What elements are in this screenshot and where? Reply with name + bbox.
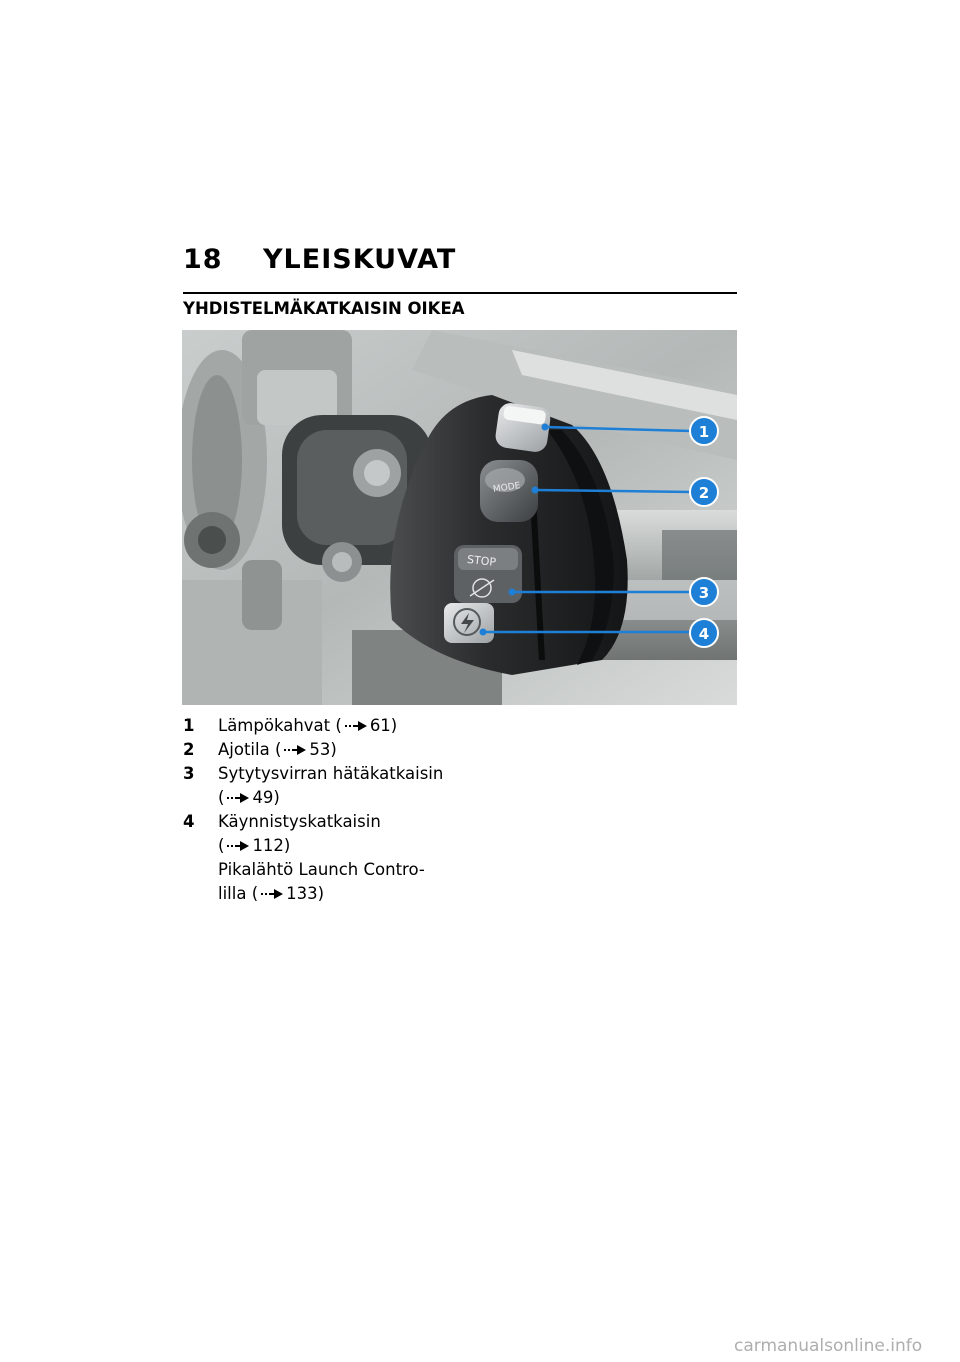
page-reference-number: 133) [286, 884, 325, 903]
page-reference-arrow-icon [284, 745, 306, 755]
page-reference-number: 61) [369, 716, 398, 735]
legend-item [183, 738, 483, 762]
legend-text: Pikalähtö Launch Contro- [218, 860, 425, 879]
page-reference-arrow-icon [345, 721, 367, 731]
legend-line [218, 882, 483, 906]
legend-text: Käynnistyskatkaisin [218, 812, 381, 831]
callout-2 [690, 478, 718, 506]
legend-text: Sytytysvirran hätäkatkaisin [218, 764, 444, 783]
legend-number: 1 [183, 716, 195, 735]
chapter-heading [183, 244, 456, 275]
legend-text: lilla [218, 884, 247, 903]
page-reference-arrow-icon [227, 841, 249, 851]
legend-line [218, 858, 483, 882]
mode-button-label: MODE [492, 481, 522, 495]
callout-3-label: 3 [698, 584, 710, 602]
page-reference-number: 53) [309, 740, 337, 759]
page-reference-number: 112) [252, 836, 291, 855]
chapter-number: 18 [183, 244, 223, 275]
chapter-divider [183, 292, 737, 294]
legend-item [183, 762, 483, 810]
callout-1 [690, 417, 718, 445]
legend-number: 3 [183, 764, 195, 783]
legend-line [218, 714, 483, 738]
legend-text: Ajotila [218, 740, 270, 759]
legend-line [218, 810, 483, 834]
page-reference[interactable]: ( 49) [218, 788, 280, 807]
callout-4 [690, 619, 718, 647]
callout-2-label: 2 [698, 484, 710, 502]
figure-legend [183, 714, 483, 906]
chapter-title: YLEISKUVAT [263, 244, 457, 275]
legend-line [218, 786, 483, 810]
page-reference[interactable]: ( 61) [335, 716, 398, 735]
switch-figure [182, 330, 737, 705]
legend-line [218, 762, 483, 786]
page-reference[interactable]: ( 112) [218, 836, 291, 855]
legend-item [183, 810, 483, 906]
page-reference-arrow-icon [261, 889, 283, 899]
section-title: YHDISTELMÄKATKAISIN OIKEA [183, 299, 465, 318]
callout-1-label: 1 [698, 423, 710, 441]
page-reference-arrow-icon [227, 793, 249, 803]
page-reference[interactable]: ( 53) [274, 740, 337, 759]
legend-number: 2 [183, 740, 195, 759]
callout-4-label: 4 [698, 625, 710, 643]
legend-item [183, 714, 483, 738]
legend-number: 4 [183, 812, 195, 831]
callout-3 [690, 578, 718, 606]
legend-line [218, 834, 483, 858]
page-reference[interactable]: ( 133) [251, 884, 325, 903]
legend-line [218, 738, 483, 762]
legend-text: Lämpökahvat [218, 716, 331, 735]
stop-switch-label: STOP [466, 552, 497, 569]
page-reference-number: 49) [252, 788, 280, 807]
watermark: carmanualsonline.info [734, 1336, 923, 1356]
